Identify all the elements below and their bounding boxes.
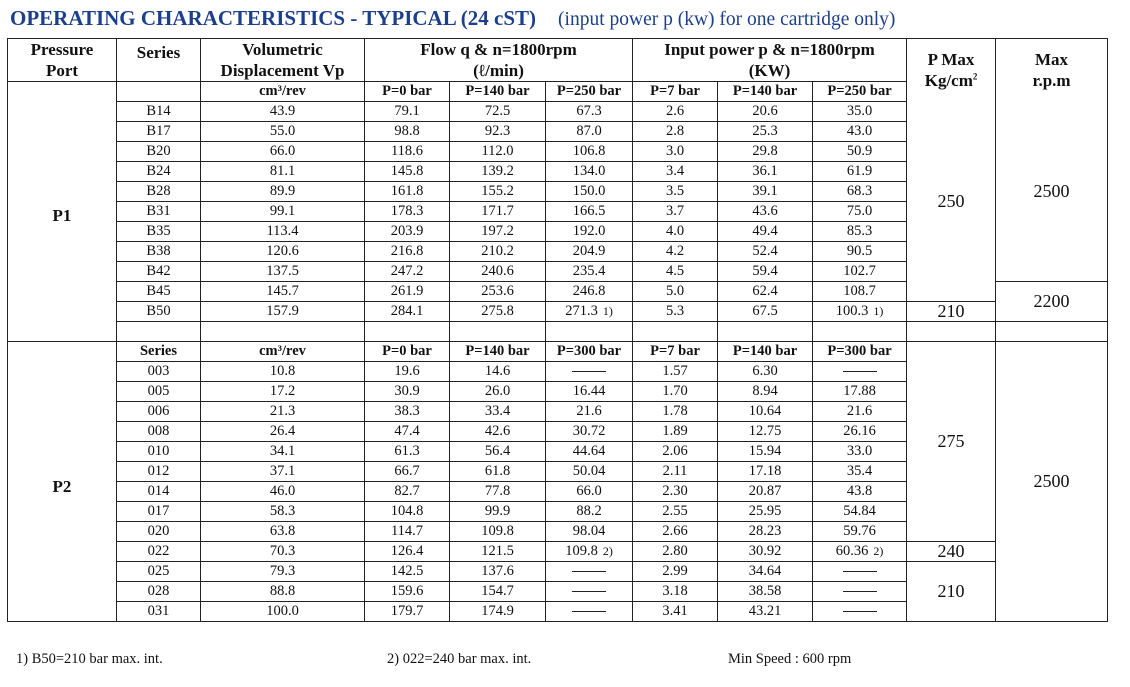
table-cell	[546, 302, 633, 322]
operating-characteristics-table	[7, 38, 1108, 622]
table-cell: 33.4	[450, 402, 546, 422]
table-cell: 85.3	[813, 222, 907, 242]
p2-subheader-cell: P=140 bar	[450, 342, 546, 362]
table-cell: 2.11	[633, 462, 718, 482]
title-main: OPERATING CHARACTERISTICS - TYPICAL (24 cST)	[10, 6, 537, 30]
empty-cell	[718, 322, 813, 342]
table-cell: 89.9	[201, 182, 365, 202]
table-cell: 66.7	[365, 462, 450, 482]
table-cell: 178.3	[365, 202, 450, 222]
table-cell: 16.44	[546, 382, 633, 402]
table-cell: 100.0	[201, 602, 365, 622]
table-cell: 67.3	[546, 102, 633, 122]
footnote-2: 2) 022=240 bar max. int.	[387, 651, 532, 667]
p2-pmax-275: 275	[907, 342, 996, 542]
table-cell: 2.55	[633, 502, 718, 522]
table-cell: 284.1	[365, 302, 450, 322]
table-cell: 4.5	[633, 262, 718, 282]
table-cell: 108.7	[813, 282, 907, 302]
table-cell: 10.64	[718, 402, 813, 422]
p2-subheader-row	[8, 342, 1108, 362]
table-cell: 216.8	[365, 242, 450, 262]
header-line: Volumetric	[242, 40, 323, 59]
table-cell: 50.9	[813, 142, 907, 162]
table-cell	[813, 582, 907, 602]
table-cell: 118.6	[365, 142, 450, 162]
table-cell: 21.3	[201, 402, 365, 422]
p2-pmax-210: 210	[907, 562, 996, 622]
table-cell: 1.70	[633, 382, 718, 402]
page-title	[10, 6, 895, 31]
table-row	[8, 302, 1108, 322]
table-cell: 150.0	[546, 182, 633, 202]
table-cell: B20	[117, 142, 201, 162]
empty-cell	[365, 322, 450, 342]
p1-rpm-2500: 2500	[996, 102, 1108, 282]
header-line: P Max	[927, 50, 975, 70]
empty-cell	[201, 322, 365, 342]
table-cell: 166.5	[546, 202, 633, 222]
table-cell: 67.5	[718, 302, 813, 322]
table-cell: 58.3	[201, 502, 365, 522]
table-cell: 4.0	[633, 222, 718, 242]
table-cell: 8.94	[718, 382, 813, 402]
table-cell: 005	[117, 382, 201, 402]
table-cell	[813, 542, 907, 562]
table-cell: 66.0	[201, 142, 365, 162]
table-cell: 61.3	[365, 442, 450, 462]
p2-subheader-cell: P=300 bar	[813, 342, 907, 362]
header-volumetric	[201, 39, 365, 82]
table-cell: 261.9	[365, 282, 450, 302]
table-cell: 25.95	[718, 502, 813, 522]
header-max-rpm	[996, 39, 1108, 102]
table-cell: 137.5	[201, 262, 365, 282]
p1-subheader-cell: P=250 bar	[546, 82, 633, 102]
table-cell: B28	[117, 182, 201, 202]
table-cell: B45	[117, 282, 201, 302]
table-cell: 55.0	[201, 122, 365, 142]
table-cell: 012	[117, 462, 201, 482]
table-cell: 44.64	[546, 442, 633, 462]
min-speed-note: Min Speed : 600 rpm	[728, 651, 852, 667]
table-cell: 36.1	[718, 162, 813, 182]
table-cell: 98.04	[546, 522, 633, 542]
table-cell: 21.6	[546, 402, 633, 422]
cell-value: 271.3	[565, 303, 598, 319]
table-cell: 157.9	[201, 302, 365, 322]
table-cell: 210.2	[450, 242, 546, 262]
p1-pmax-250: 250	[907, 102, 996, 302]
table-cell	[813, 602, 907, 622]
p2-subheader-cell: P=300 bar	[546, 342, 633, 362]
p2-subheader-cell: P=7 bar	[633, 342, 718, 362]
table-cell: 61.8	[450, 462, 546, 482]
header-flow	[365, 39, 633, 82]
not-applicable-dash	[572, 571, 606, 572]
header-pmax	[907, 39, 996, 102]
header-line: Input power p & n=1800rpm	[664, 40, 875, 59]
table-cell: 15.94	[718, 442, 813, 462]
p2-subheader-cell: P=0 bar	[365, 342, 450, 362]
p2-subheader-cell: cm³/rev	[201, 342, 365, 362]
table-cell: 98.8	[365, 122, 450, 142]
table-cell: 1.89	[633, 422, 718, 442]
table-cell	[546, 602, 633, 622]
table-cell: 161.8	[365, 182, 450, 202]
table-cell: 79.1	[365, 102, 450, 122]
table-cell: 75.0	[813, 202, 907, 222]
table-cell: 022	[117, 542, 201, 562]
table-cell: 025	[117, 562, 201, 582]
table-cell: 88.8	[201, 582, 365, 602]
table-cell: 43.6	[718, 202, 813, 222]
not-applicable-dash	[572, 371, 606, 372]
table-cell: 159.6	[365, 582, 450, 602]
empty-cell	[450, 322, 546, 342]
not-applicable-dash	[843, 591, 877, 592]
table-cell: 20.6	[718, 102, 813, 122]
table-cell	[546, 542, 633, 562]
table-cell: 171.7	[450, 202, 546, 222]
spacer-row	[8, 322, 1108, 342]
not-applicable-dash	[572, 611, 606, 612]
table-cell: 137.6	[450, 562, 546, 582]
table-cell: 197.2	[450, 222, 546, 242]
table-cell: 253.6	[450, 282, 546, 302]
table-cell: 2.8	[633, 122, 718, 142]
table-cell: 35.0	[813, 102, 907, 122]
table-cell: 70.3	[201, 542, 365, 562]
table-cell: 2.06	[633, 442, 718, 462]
table-cell: 30.92	[718, 542, 813, 562]
table-row	[8, 542, 1108, 562]
table-cell: 179.7	[365, 602, 450, 622]
p2-pmax-240: 240	[907, 542, 996, 562]
table-cell: 17.2	[201, 382, 365, 402]
table-cell: 006	[117, 402, 201, 422]
table-cell: 68.3	[813, 182, 907, 202]
table-cell: 275.8	[450, 302, 546, 322]
p1-subheader-cell: P=0 bar	[365, 82, 450, 102]
p1-subheader-cell: cm³/rev	[201, 82, 365, 102]
header-line: Max	[1035, 50, 1069, 70]
header-series: Series	[117, 39, 201, 82]
table-cell: 63.8	[201, 522, 365, 542]
p1-subheader-cell: P=250 bar	[813, 82, 907, 102]
table-cell: 17.88	[813, 382, 907, 402]
table-cell: 204.9	[546, 242, 633, 262]
table-cell: 3.18	[633, 582, 718, 602]
header-power	[633, 39, 907, 82]
table-cell: 50.04	[546, 462, 633, 482]
empty-cell	[907, 322, 996, 342]
table-cell	[546, 582, 633, 602]
table-cell: 26.4	[201, 422, 365, 442]
table-cell: B35	[117, 222, 201, 242]
empty-cell	[117, 322, 201, 342]
table-cell: 29.8	[718, 142, 813, 162]
table-cell: 109.8	[450, 522, 546, 542]
cell-value: 60.36	[835, 543, 869, 559]
table-cell: 2.80	[633, 542, 718, 562]
table-cell: 2.66	[633, 522, 718, 542]
table-row	[8, 562, 1108, 582]
table-cell: 126.4	[365, 542, 450, 562]
table-cell: 145.7	[201, 282, 365, 302]
table-cell: 46.0	[201, 482, 365, 502]
table-cell: 66.0	[546, 482, 633, 502]
table-cell: 61.9	[813, 162, 907, 182]
p2-subheader-cell: Series	[117, 342, 201, 362]
table-cell: 49.4	[718, 222, 813, 242]
table-cell: 38.3	[365, 402, 450, 422]
title-note: (input power p (kw) for one cartridge only)	[558, 9, 896, 30]
table-cell: 3.0	[633, 142, 718, 162]
p1-series-subheader	[117, 82, 201, 102]
table-cell: 33.0	[813, 442, 907, 462]
table-cell: 59.4	[718, 262, 813, 282]
p1-subheader-cell: P=7 bar	[633, 82, 718, 102]
header-pressure-port	[8, 39, 117, 82]
table-cell: 121.5	[450, 542, 546, 562]
table-cell: 106.8	[546, 142, 633, 162]
table-cell: 43.21	[718, 602, 813, 622]
table-cell: 54.84	[813, 502, 907, 522]
cell-value: 109.8	[565, 543, 598, 559]
cell-value: 100.3	[835, 303, 869, 319]
table-cell	[546, 562, 633, 582]
table-cell: 240.6	[450, 262, 546, 282]
table-cell: 155.2	[450, 182, 546, 202]
table-cell: 17.18	[718, 462, 813, 482]
table-cell: 43.8	[813, 482, 907, 502]
table-cell: 30.9	[365, 382, 450, 402]
header-line: Displacement Vp	[220, 61, 345, 80]
not-applicable-dash	[843, 611, 877, 612]
footnote-1: 1) B50=210 bar max. int.	[16, 651, 163, 667]
table-cell: 235.4	[546, 262, 633, 282]
table-cell: 139.2	[450, 162, 546, 182]
table-cell: 120.6	[201, 242, 365, 262]
header-line: (KW)	[748, 61, 791, 80]
footnote-marker: 2)	[873, 544, 884, 558]
p1-rpm-2200: 2200	[996, 282, 1108, 322]
table-cell: 38.58	[718, 582, 813, 602]
footnote-marker: 1)	[602, 304, 613, 318]
table-cell: 72.5	[450, 102, 546, 122]
table-cell: B24	[117, 162, 201, 182]
table-cell: 99.1	[201, 202, 365, 222]
table-cell: 21.6	[813, 402, 907, 422]
table-cell: 62.4	[718, 282, 813, 302]
table-cell: 028	[117, 582, 201, 602]
table-cell: 43.9	[201, 102, 365, 122]
table-cell: 2.30	[633, 482, 718, 502]
table-cell: 87.0	[546, 122, 633, 142]
table-cell: 5.0	[633, 282, 718, 302]
table-cell: 43.0	[813, 122, 907, 142]
table-cell: 145.8	[365, 162, 450, 182]
table-cell: 25.3	[718, 122, 813, 142]
table-cell: 88.2	[546, 502, 633, 522]
table-cell: 102.7	[813, 262, 907, 282]
table-cell: 008	[117, 422, 201, 442]
table-cell: 112.0	[450, 142, 546, 162]
table-cell: 2.6	[633, 102, 718, 122]
p1-pmax-210: 210	[907, 302, 996, 322]
unit-text: Kg/cm	[924, 71, 973, 91]
table-cell	[813, 562, 907, 582]
p1-subheader-cell: P=140 bar	[718, 82, 813, 102]
table-cell: 14.6	[450, 362, 546, 382]
table-cell: 12.75	[718, 422, 813, 442]
table-cell: 90.5	[813, 242, 907, 262]
table-cell: 010	[117, 442, 201, 462]
table-cell: 10.8	[201, 362, 365, 382]
table-cell: 26.16	[813, 422, 907, 442]
table-cell: 134.0	[546, 162, 633, 182]
table-cell: 114.7	[365, 522, 450, 542]
header-line: (ℓ/min)	[473, 61, 524, 80]
header-line: r.p.m	[1032, 71, 1071, 91]
table-cell: 154.7	[450, 582, 546, 602]
table-cell: 28.23	[718, 522, 813, 542]
p2-port-cell: P2	[8, 342, 117, 622]
table-row	[8, 102, 1108, 122]
table-cell: 34.64	[718, 562, 813, 582]
table-cell	[813, 362, 907, 382]
table-cell: 3.5	[633, 182, 718, 202]
table-cell: 3.7	[633, 202, 718, 222]
p1-subheader-cell: P=140 bar	[450, 82, 546, 102]
table-cell: 37.1	[201, 462, 365, 482]
table-cell: B31	[117, 202, 201, 222]
table-cell: 203.9	[365, 222, 450, 242]
empty-cell	[813, 322, 907, 342]
table-cell: 192.0	[546, 222, 633, 242]
table-cell: 92.3	[450, 122, 546, 142]
table-cell: 113.4	[201, 222, 365, 242]
table-cell: 99.9	[450, 502, 546, 522]
p1-port-cell: P1	[8, 82, 117, 342]
table-cell: 031	[117, 602, 201, 622]
table-cell: 247.2	[365, 262, 450, 282]
table-cell: B50	[117, 302, 201, 322]
not-applicable-dash	[843, 371, 877, 372]
table-cell: 77.8	[450, 482, 546, 502]
table-cell: 5.3	[633, 302, 718, 322]
table-cell: 003	[117, 362, 201, 382]
table-cell: 56.4	[450, 442, 546, 462]
p2-rpm-2500: 2500	[996, 342, 1108, 622]
header-line: Flow q & n=1800rpm	[420, 40, 577, 59]
table-cell: 52.4	[718, 242, 813, 262]
empty-cell	[633, 322, 718, 342]
table-cell: 1.78	[633, 402, 718, 422]
footnote-marker: 2)	[602, 544, 613, 558]
table-cell: 3.41	[633, 602, 718, 622]
table-cell: 79.3	[201, 562, 365, 582]
table-cell: 1.57	[633, 362, 718, 382]
table-cell	[813, 302, 907, 322]
table-cell: 014	[117, 482, 201, 502]
table-cell: 020	[117, 522, 201, 542]
empty-cell	[546, 322, 633, 342]
table-cell: B38	[117, 242, 201, 262]
table-cell: 017	[117, 502, 201, 522]
table-cell: 39.1	[718, 182, 813, 202]
table-cell: 35.4	[813, 462, 907, 482]
header-line	[907, 70, 995, 91]
unit-exponent: 2	[972, 71, 978, 82]
table-cell: 20.87	[718, 482, 813, 502]
table-cell: 142.5	[365, 562, 450, 582]
table-cell: 6.30	[718, 362, 813, 382]
table-cell: 4.2	[633, 242, 718, 262]
table-cell: B17	[117, 122, 201, 142]
table-cell: B42	[117, 262, 201, 282]
table-cell: 42.6	[450, 422, 546, 442]
empty-cell	[996, 322, 1108, 342]
table-body	[8, 39, 1108, 622]
table-cell: 82.7	[365, 482, 450, 502]
not-applicable-dash	[843, 571, 877, 572]
table-cell	[546, 362, 633, 382]
not-applicable-dash	[572, 591, 606, 592]
header-line: Port	[45, 61, 79, 80]
table-cell: 246.8	[546, 282, 633, 302]
table-cell: 2.99	[633, 562, 718, 582]
footnote-marker: 1)	[873, 304, 884, 318]
table-cell: 59.76	[813, 522, 907, 542]
p2-subheader-cell: P=140 bar	[718, 342, 813, 362]
header-row	[8, 39, 1108, 82]
table-cell: 26.0	[450, 382, 546, 402]
table-cell: 81.1	[201, 162, 365, 182]
table-cell: 174.9	[450, 602, 546, 622]
table-cell: 3.4	[633, 162, 718, 182]
table-cell: 47.4	[365, 422, 450, 442]
table-cell: 19.6	[365, 362, 450, 382]
header-line: Pressure	[30, 40, 94, 59]
table-cell: 30.72	[546, 422, 633, 442]
table-cell: B14	[117, 102, 201, 122]
table-cell: 104.8	[365, 502, 450, 522]
table-cell: 34.1	[201, 442, 365, 462]
